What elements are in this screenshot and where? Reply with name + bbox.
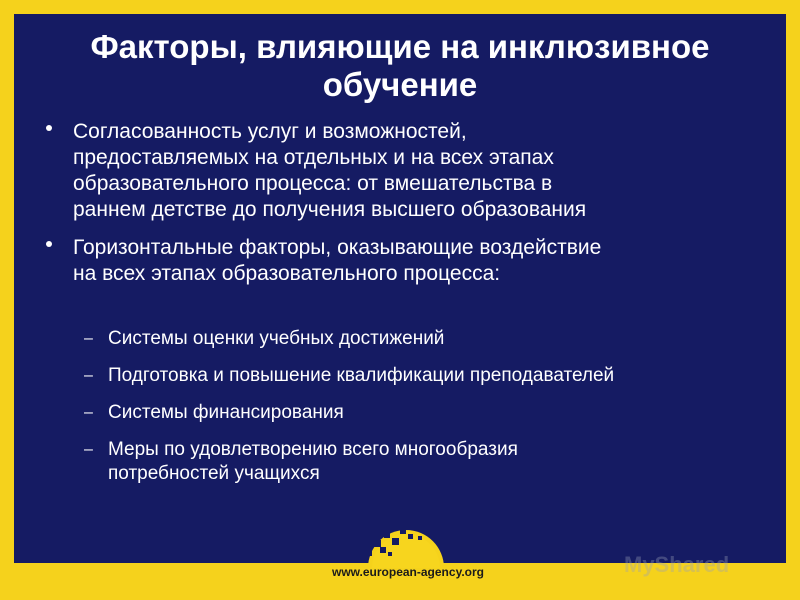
footer-url[interactable]: www.european-agency.org [331,565,485,579]
title-line-1: Факторы, влияющие на инклюзивное [90,28,710,65]
bullet-line: предоставляемых на отдельных и на всех этапах [73,146,554,169]
sub-bullet-item [84,364,784,388]
bullet-list [44,119,779,299]
dash-icon: – [84,330,93,347]
dash-icon: – [84,441,93,458]
sub-bullet-item [84,327,784,351]
bullet-dot-icon [46,241,52,247]
bullet-line: Горизонтальные факторы, оказывающие воздействие [73,236,602,259]
bullet-line: Согласованность услуг и возможностей, [73,120,467,143]
dash-icon: – [84,404,93,421]
bullet-item [44,235,779,287]
sub-bullet-line: Меры по удовлетворению всего многообразия [108,439,518,460]
bullet-line: на всех этапах образовательного процесса: [73,262,501,285]
bullet-line: образовательного процесса: от вмешательства в [73,172,553,195]
sub-bullet-list [84,327,784,499]
sub-bullet-line: потребностей учащихся [108,463,320,484]
bullet-line: раннем детстве до получения высшего образования [73,198,587,221]
sub-bullet-item [84,401,784,425]
bullet-item [44,119,779,223]
sub-bullet-line: Системы финансирования [108,402,344,423]
bullet-dot-icon [46,125,52,131]
slide-title [14,28,786,104]
dash-icon: – [84,367,93,384]
watermark-text: MyShared [624,552,730,577]
sub-bullet-line: Подготовка и повышение квалификации преподавателей [108,365,615,386]
title-line-2: обучение [322,66,478,103]
sub-bullet-line: Системы оценки учебных достижений [108,328,445,349]
agency-logo-icon [300,520,510,600]
sub-bullet-item [84,438,784,486]
